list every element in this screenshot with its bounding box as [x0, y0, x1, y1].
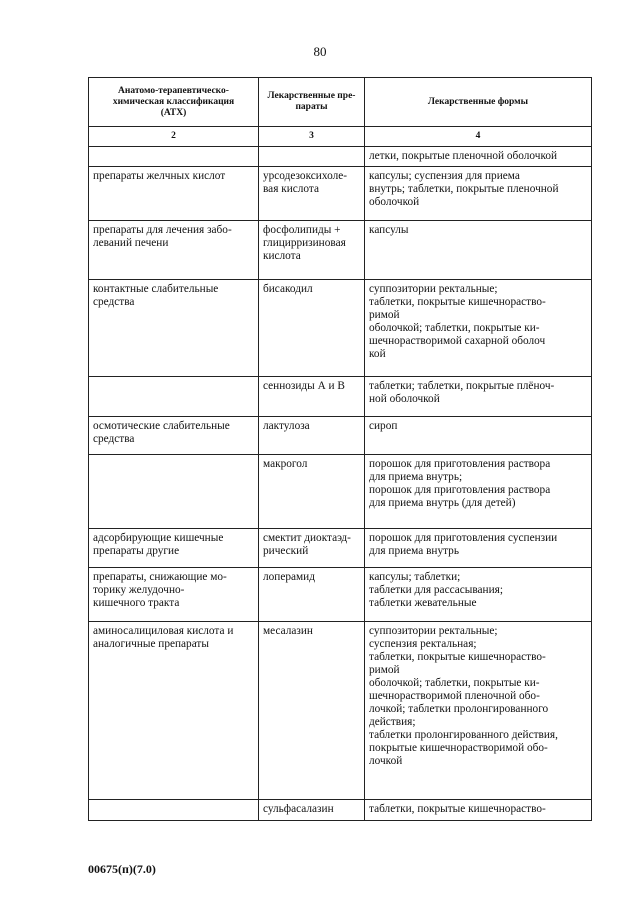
forms-cell: капсулы; суспензия для приема внутрь; таблетки, покрытые пленочной оболочкой [365, 167, 592, 221]
column-number-row [89, 127, 592, 147]
table-row [89, 455, 592, 529]
document-footer-code: 00675(п)(7.0) [88, 862, 156, 876]
table-row [89, 568, 592, 622]
header-atc-classification: Анатомо-терапевтическо- химическая классификация (АТХ) [89, 78, 259, 127]
drug-cell: урсодезоксихоле- вая кислота [259, 167, 365, 221]
drug-cell: месалазин [259, 622, 365, 800]
drug-cell: сульфасалазин [259, 800, 365, 821]
forms-cell: таблетки, покрытые кишечнораство- [365, 800, 592, 821]
atc-cell [89, 455, 259, 529]
header-medications: Лекарственные пре- параты [259, 78, 365, 127]
table-header-row [89, 78, 592, 127]
atc-cell: аминосалициловая кислота и аналогичные препараты [89, 622, 259, 800]
table-row [89, 417, 592, 455]
atc-cell [89, 800, 259, 821]
table-row [89, 529, 592, 568]
drug-cell: сеннозиды А и В [259, 377, 365, 417]
forms-cell: капсулы [365, 221, 592, 280]
atc-cell: препараты, снижающие мо- торику желудочно- кишечного тракта [89, 568, 259, 622]
table-row [89, 800, 592, 821]
drug-cell: лоперамид [259, 568, 365, 622]
atc-cell: контактные слабительные средства [89, 280, 259, 377]
forms-cell: порошок для приготовления раствора для приема внутрь; порошок для приготовления раствора для приема внутрь (для детей) [365, 455, 592, 529]
forms-cell: суппозитории ректальные; суспензия ректальная; таблетки, покрытые кишечнораство- римой оболочкой; таблетки, покрытые ки- шечнорастворимой пленочной обо- лочкой; таблетки пролонгированного действия; таблетки пролонгированного действия, покрытые кишечнорастворимой обо- лочкой [365, 622, 592, 800]
table-row [89, 377, 592, 417]
atc-cell: препараты для лечения забо- леваний печени [89, 221, 259, 280]
atc-cell: адсорбирующие кишечные препараты другие [89, 529, 259, 568]
atc-cell [89, 377, 259, 417]
forms-cell: суппозитории ректальные; таблетки, покрытые кишечнораство- римой оболочкой; таблетки, покрытые ки- шечнорастворимой сахарной оболоч кой [365, 280, 592, 377]
forms-cell: таблетки; таблетки, покрытые плёноч- ной оболочкой [365, 377, 592, 417]
header-dosage-forms: Лекарственные формы [365, 78, 592, 127]
table-row [89, 622, 592, 800]
forms-cell: порошок для приготовления суспензии для приема внутрь [365, 529, 592, 568]
page-number: 80 [313, 44, 327, 59]
drug-cell: смектит диоктаэд- рический [259, 529, 365, 568]
table-row [89, 147, 592, 167]
atc-cell [89, 147, 259, 167]
column-number: 4 [365, 127, 592, 147]
table-row [89, 167, 592, 221]
forms-cell: капсулы; таблетки; таблетки для рассасывания; таблетки жевательные [365, 568, 592, 622]
forms-cell: летки, покрытые пленочной оболочкой [365, 147, 592, 167]
drug-cell: бисакодил [259, 280, 365, 377]
atc-cell: препараты желчных кислот [89, 167, 259, 221]
table-row [89, 280, 592, 377]
drug-cell: лактулоза [259, 417, 365, 455]
medications-table [88, 77, 592, 821]
column-number: 3 [259, 127, 365, 147]
table-row [89, 221, 592, 280]
column-number: 2 [89, 127, 259, 147]
forms-cell: сироп [365, 417, 592, 455]
drug-cell: макрогол [259, 455, 365, 529]
drug-cell: фосфолипиды + глицирризиновая кислота [259, 221, 365, 280]
atc-cell: осмотические слабительные средства [89, 417, 259, 455]
drug-cell [259, 147, 365, 167]
